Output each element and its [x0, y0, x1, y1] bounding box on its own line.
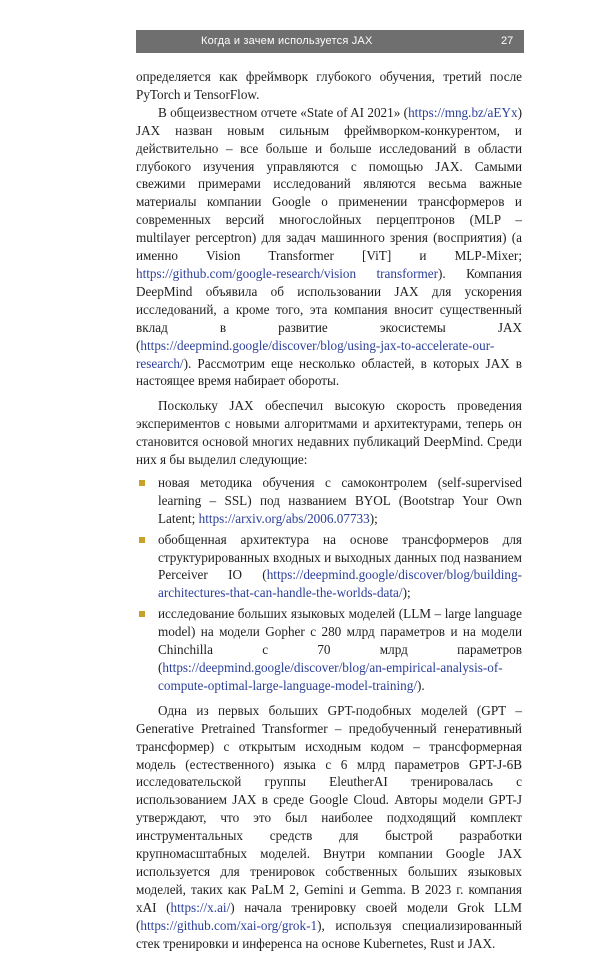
link-chinchilla[interactable]: https://deepmind.google/discover/blog/an-empirical-analysis-of-compute-optimal-large-language-model-training/ — [158, 660, 503, 693]
text-span: ) начала тренировку своей модели Grok LLM ( — [136, 899, 522, 933]
paragraph-state-of-ai — [136, 104, 522, 391]
link-grok[interactable]: https://github.com/xai-org/grok-1 — [140, 917, 318, 933]
list-item-text: исследование больших языковых моделей (LLM – large language model) на модели Gopher с 280 млрд параметров и на модели Chinchilla с 70 млрд параметров ( — [158, 606, 522, 675]
paragraph-continued: определяется как фреймворк глубокого обучения, третий после PyTorch и TensorFlow. — [136, 69, 522, 102]
link-byol[interactable]: https://arxiv.org/abs/2006.07733 — [198, 510, 370, 526]
text-span: В общеизвестном отчете «State of AI 2021» ( — [158, 104, 409, 120]
text-span: ). Рассмотрим еще несколько областей, в которых JAX в настоящее время набирает обороты. — [136, 355, 522, 389]
text-span: ). Компания DeepMind объявила об использовании JAX для ускорения исследований, а кроме того, эта компания вносит существенный вклад в развитие экосистемы JAX ( — [136, 265, 522, 353]
link-state-of-ai[interactable]: https://mng.bz/aEYx — [408, 104, 518, 120]
page-header — [0, 0, 600, 60]
link-vision-transformer[interactable]: https://github.com/google-research/vision transformer — [136, 265, 439, 281]
list-item — [158, 474, 522, 528]
link-perceiver-io[interactable]: https://deepmind.google/discover/blog/building-architectures-that-can-handle-the-worlds-data/ — [158, 567, 522, 601]
publication-list — [136, 474, 522, 695]
paragraph-gpt-j — [136, 702, 522, 953]
list-item-tail: ); — [369, 510, 378, 526]
text-span: Одна из первых больших GPT-подобных моделей (GPT – Generative Pretrained Transformer – предобученный генеративный трансформер) с открытым исходным кодом – трансформерная модель (естественного) языка с 6 млрд параметров GPT-J-6B исследовательской группы EleutherAI тренировалась с использованием JAX в среде Google Cloud. Авторы модели GPT-J утверждают, что это был наиболее подходящий комплект инструментальных средств для быстрой разработки крупномасштабных моделей. Внутри компании Google JAX используется для тренировок собственных больших языковых моделей, таких как PaLM 2, Gemini и Gemma. В 2023 г. компания xAI ( — [136, 702, 522, 915]
page-number: 27 — [495, 30, 519, 53]
bullet-marker-icon — [139, 611, 145, 617]
running-header-title: Когда и зачем используется JAX — [201, 35, 373, 47]
list-item-text: обобщенная архитектура на основе трансформеров для структурированных входных и выходных данных под названием Perceiver IO ( — [158, 531, 522, 583]
text-span: ) JAX назван новым сильным фреймворком-конкурентом, и действительно – все больше и больше исследований в области глубокого изучения управляются с помощью JAX. Самыми свежими примерами исследований являются весьма важные материалы компании Google о применении трансформеров и современных версий многослойных перцептронов (MLP – multilayer perceptron) для задач машинного зрения (восприятия) (а именно Vision Transformer [ViT] и MLP-Mixer; — [136, 104, 522, 264]
list-item — [158, 531, 522, 603]
text-span: ), используя специализированный стек тренировки и инференса на основе Kubernetes, Rust и JAX. — [136, 917, 522, 951]
link-xai[interactable]: https://x.ai/ — [170, 899, 231, 915]
bullet-marker-icon — [139, 537, 145, 543]
list-item-tail: ). — [417, 677, 425, 693]
bullet-marker-icon — [139, 480, 145, 486]
paragraph-deepmind: Поскольку JAX обеспечил высокую скорость проведения экспериментов с новыми алгоритмами и архитектурами, теперь он становится основой многих недавних публикаций DeepMind. Среди них я бы выделил следующие: — [136, 398, 522, 468]
list-item — [158, 605, 522, 695]
page-body — [136, 68, 522, 953]
link-deepmind-jax[interactable]: https://deepmind.google/discover/blog/using-jax-to-accelerate-our-research/ — [136, 337, 495, 371]
list-item-text: новая методика обучения с самоконтролем (self-supervised learning – SSL) под названием BYOL (Bootstrap Your Own Latent; — [158, 474, 522, 526]
list-item-tail: ); — [402, 585, 411, 601]
